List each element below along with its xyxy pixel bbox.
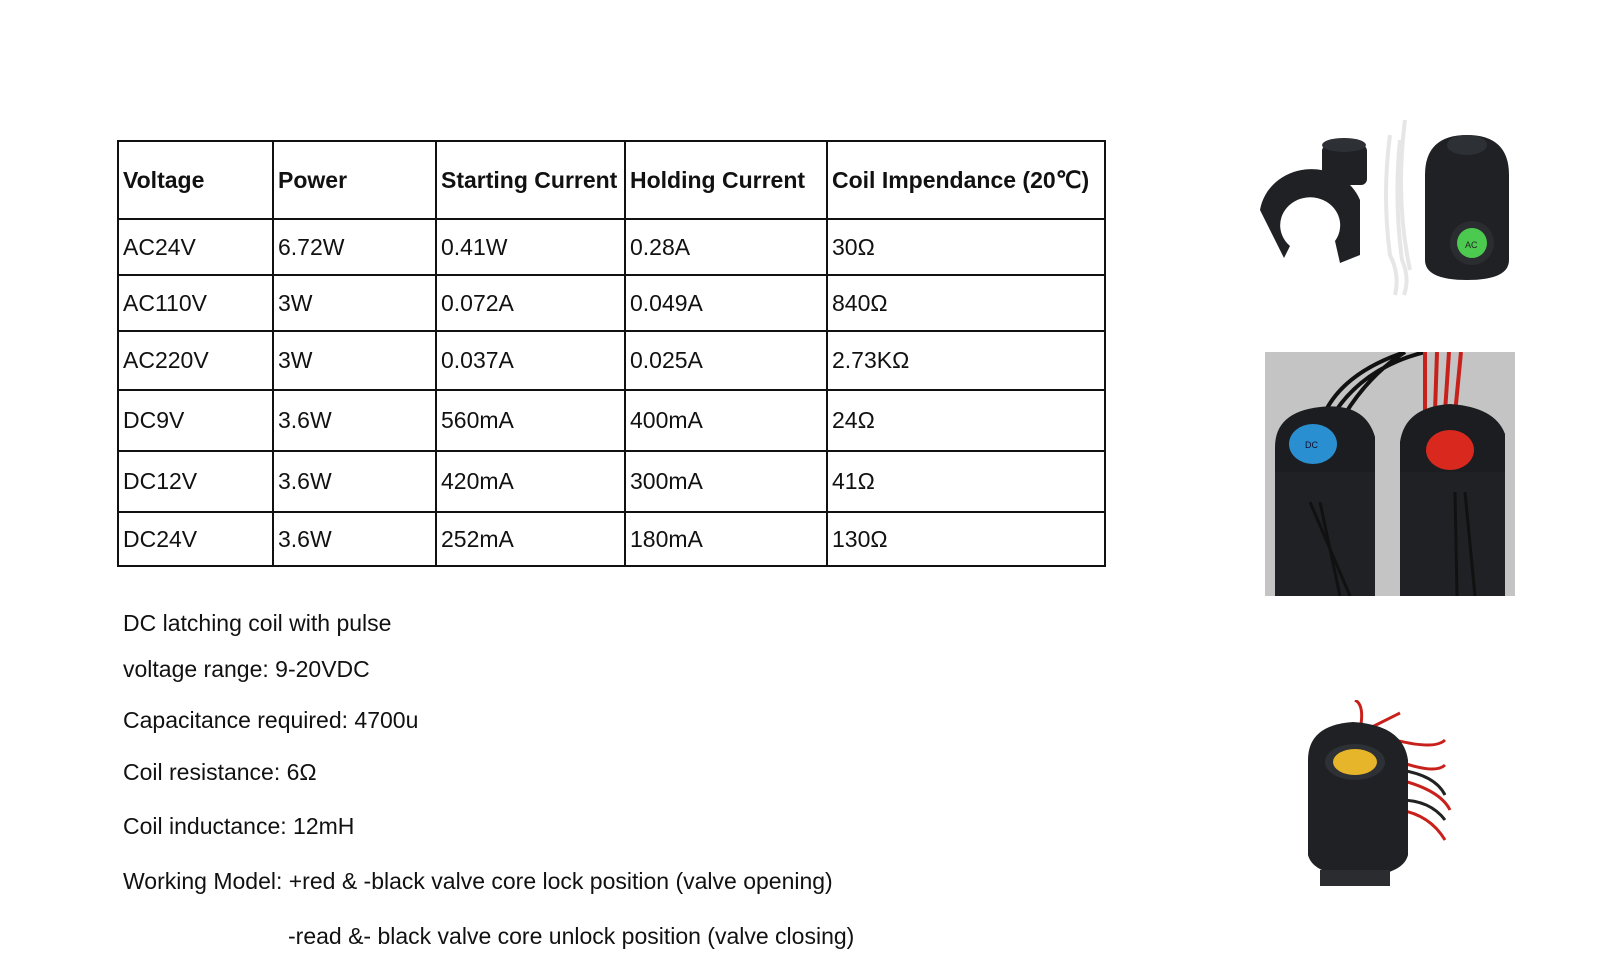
ac-coil-kit-photo [1250,115,1510,300]
cell-voltage: DC24V [118,512,273,566]
cell-starting-current: 560mA [436,390,625,451]
cell-holding-current: 0.025A [625,331,827,390]
cell-power: 3.6W [273,512,436,566]
spec-table [117,140,1106,567]
note-voltage-range: voltage range: 9-20VDC [123,656,370,682]
header-starting-current: Starting Current [436,141,625,219]
cell-power: 6.72W [273,219,436,275]
cell-voltage: AC110V [118,275,273,331]
dc-red-badge [1426,430,1474,470]
table-row [118,331,1105,390]
note-dc-latching: DC latching coil with pulse [123,610,392,636]
cell-starting-current: 0.037A [436,331,625,390]
table-row [118,390,1105,451]
latching-coil-photo [1300,700,1460,890]
note-working-model: Working Model: +red & -black valve core lock position (valve opening) [123,868,833,894]
dc-coils-photo [1265,352,1515,596]
cell-holding-current: 0.049A [625,275,827,331]
cell-coil-impedance: 24Ω [827,390,1105,451]
header-coil-impedance: Coil Impendance (20℃) [827,141,1105,219]
cell-power: 3.6W [273,390,436,451]
cell-power: 3W [273,275,436,331]
header-power: Power [273,141,436,219]
cell-coil-impedance: 41Ω [827,451,1105,512]
table-row [118,275,1105,331]
cell-voltage: AC24V [118,219,273,275]
latch-badge [1333,749,1377,775]
header-voltage: Voltage [118,141,273,219]
svg-text:DC: DC [1305,440,1318,450]
cell-holding-current: 400mA [625,390,827,451]
cell-starting-current: 0.072A [436,275,625,331]
cell-starting-current: 0.41W [436,219,625,275]
cell-voltage: DC12V [118,451,273,512]
header-holding-current: Holding Current [625,141,827,219]
note-working-model-unlock: -read &- black valve core unlock position (valve closing) [288,923,855,949]
svg-text:AC: AC [1465,240,1478,250]
note-coil-resistance: Coil resistance: 6Ω [123,759,317,785]
cell-voltage: AC220V [118,331,273,390]
note-capacitance: Capacitance required: 4700u [123,707,419,733]
cell-coil-impedance: 130Ω [827,512,1105,566]
cell-voltage: DC9V [118,390,273,451]
table-row [118,451,1105,512]
table-header-row [118,141,1105,219]
cell-power: 3W [273,331,436,390]
cell-coil-impedance: 30Ω [827,219,1105,275]
cell-starting-current: 252mA [436,512,625,566]
cell-coil-impedance: 2.73KΩ [827,331,1105,390]
cell-power: 3.6W [273,451,436,512]
cell-holding-current: 300mA [625,451,827,512]
cell-holding-current: 0.28A [625,219,827,275]
table-row [118,219,1105,275]
note-coil-inductance: Coil inductance: 12mH [123,813,355,839]
cell-starting-current: 420mA [436,451,625,512]
cell-holding-current: 180mA [625,512,827,566]
cell-coil-impedance: 840Ω [827,275,1105,331]
table-row [118,512,1105,566]
